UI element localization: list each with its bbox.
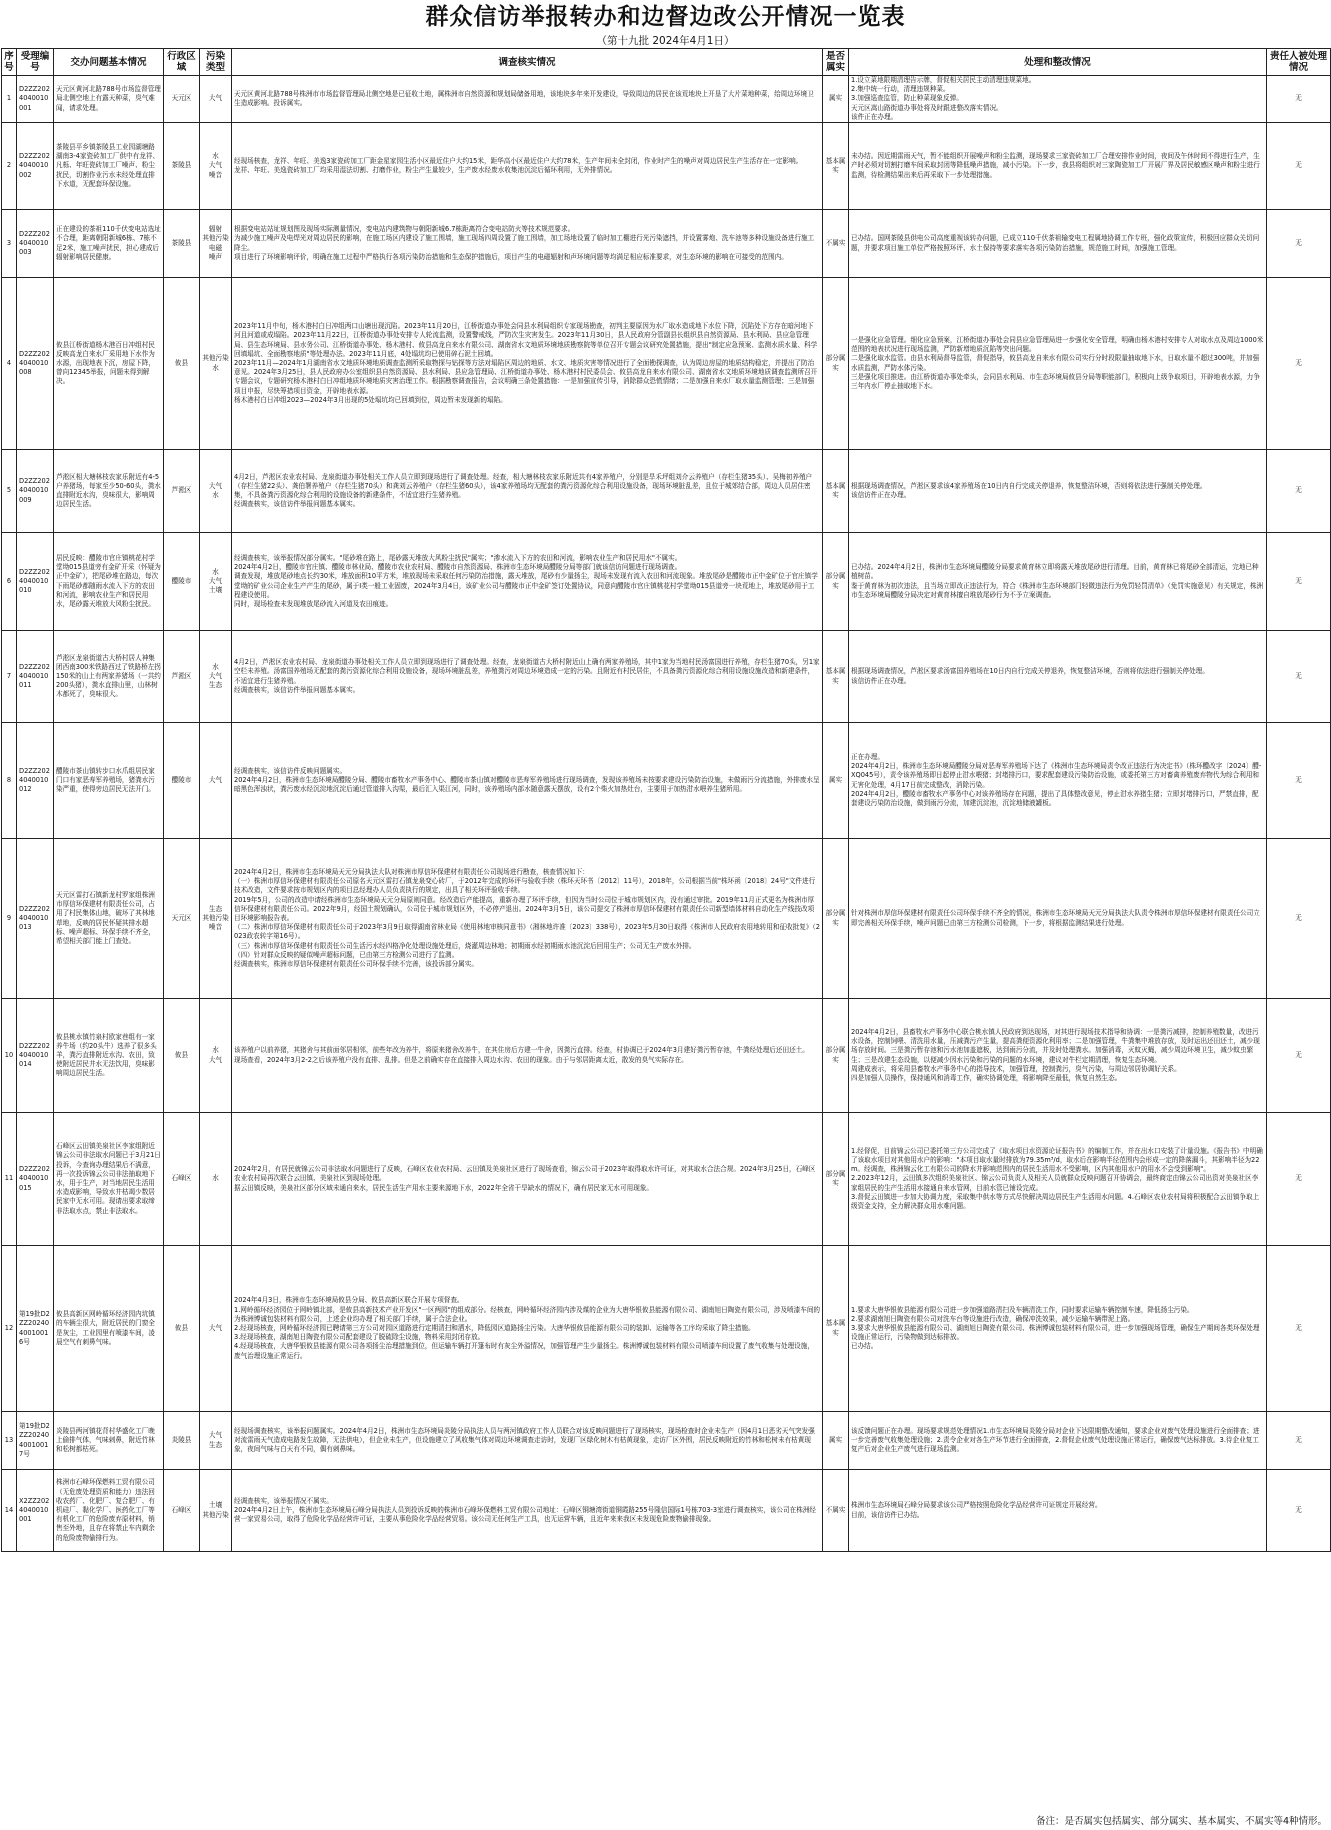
cell-handling: 1.设立菜地限期清理告示牌，督促相关居民主动清理违规菜地。 2.集中统一行动，清理违规种菜。 3.加强巡查监管，防止种菜现象反弹。 天元区嵩山路街道办事处将及时跟进整改落实情况。 该件正在办理。 (849, 76, 1267, 123)
cell-id: D2ZZ2024040010012 (17, 723, 54, 839)
table-row (2, 999, 1331, 1113)
table-row (2, 839, 1331, 999)
cell-problem: 攸县高新区网岭循环经济园内坑镇的车辆尘很大，附近居民的门窗全是灰尘，工业园里有喷漆车间，凌晨空气有刺鼻气味。 (54, 1246, 164, 1412)
cell-accountability: 无 (1267, 210, 1331, 278)
cell-investigation: 2024年4月3日，株洲市生态环境局攸县分局、攸县高新区联合开展专项督查。 1.网岭循环经济园位于网岭镇北部，是攸县高新技术产业开发区"一区两园"的组成部分。经核查，网岭循环经济园内涉及煤的企业为大唐华银攸县能源有限公司、湖南旭日陶瓷有限公司，涉及喷漆车间的为株洲博诚包装材料有限公司，上述企业均办理了相关部门手续，属于合法企业。 2.经现场核查，网岭循环经济园已聘请第三方公司对园区道路进行定期清扫和洒水，降低园区道路扬尘污染。大唐华银攸县能源有限公司的装卸、运输等各工序均采取了降尘措施。 3.经现场核查，湖南旭日陶瓷有限公司配套建设了脱硫除尘设施，物料采用封闭存放。 4.经现场核查，大唐华银攸县能源有限公司各项扬尘治理措施到位，但运输车辆打开篷布时有灰尘外溢情况，加强管理产生少量扬尘。株洲博诚包装材料有限公司喷漆车间设置了废气收集与处理设施，废气治理设施正常运行。 (232, 1246, 823, 1412)
cell-verified: 部分属实 (823, 1113, 849, 1246)
cell-investigation: 该养殖户以前养猪，其猪舍与其前面邻居相邻，前些年改为养牛，将原来猪舍改养牛，在其住房后方建一牛舍，因粪污直排。经查，村协调已于2024年3月建好粪污暂存池，牛粪经处理后还田还土。 现场查看，2024年3月2-2之后该养殖户没有直排、乱排。但是之前确实存在直接排入周边水沟、农田的现象。由于与邻居距离太近，散发的臭气实际存在。 (232, 999, 823, 1113)
cell-type: 水 大气 土壤 (200, 533, 232, 631)
cell-no: 6 (2, 533, 17, 631)
cell-region: 攸县 (164, 278, 200, 450)
cell-investigation: 经现场核查，龙祥、年旺、美逸3家瓷砖加工厂距金星家园生活小区最近住户大约15米，距华高小区最近住户大约78米，生产年间未全封闭，作业时产生的噪声对周边居民生产生活存在一定影响。 龙祥、年旺、美逸瓷砖加工厂均采用湿法切割、打磨作业，粉尘产生量较少，生产废水经废水收集池沉淀后循环利用，无外排情况。 (232, 123, 823, 210)
cell-type: 土壤 其他污染 (200, 1470, 232, 1552)
cell-no: 3 (2, 210, 17, 278)
document-title: 群众信访举报转办和边督边改公开情况一览表 (425, 4, 906, 30)
cell-accountability: 无 (1267, 839, 1331, 999)
cell-investigation: 天元区黄河北路788号株洲市市场监督管理局北侧空地是已征收土地，属株洲市自然资源和规划局储备用地，该地块多年来开发建设，导致周边的居民在该荒地块上开垦了大片菜地种菜，给周边环境卫生造成影响。投诉属实。 (232, 76, 823, 123)
cell-handling: 1.要求大唐华银攸县能源有限公司进一步加强道路清扫及车辆清洗工作，同时要求运输车辆控制车速，降低扬尘污染。 2.要求湖南旭日陶瓷有限公司对洗车台等设施进行改造，确保冲洗效果，减少运输车辆带泥上路。 3.要求大唐华银攸县能源有限公司、湖南旭日陶瓷有限公司、株洲博诚包装材料有限公司，进一步加强现场管理，确保生产期间各类环保处理设施正常运行，污染物做到达标排放。 已办结。 (849, 1246, 1267, 1412)
header-verified: 是否属实 (823, 49, 849, 76)
cell-accountability: 无 (1267, 1113, 1331, 1246)
report-table (1, 48, 1331, 1552)
cell-region: 芦淞区 (164, 450, 200, 533)
table-header-row (2, 49, 1331, 76)
cell-problem: 茶陵县平乡镇茶陵县工业园湖塘路湖南3-4家瓷砖加工厂供中有龙祥、凡栎、年旺瓷砖加工厂噪声、粉尘扰民，切割作业污水未经处理直排下水道，无配套环保设施。 (54, 123, 164, 210)
cell-accountability: 无 (1267, 1246, 1331, 1412)
cell-verified: 部分属实 (823, 533, 849, 631)
cell-handling: 已办结。国网茶陵县供电公司高度重视该转办问题，已成立110千伏茶祖输变电工程属地协调工作专班，强化政策宣传，积极回应群众关切问题，并要求项目施工单位严格按照环评、水土保持等要求落实各项污染防治措施，规范施工时间，加强施工管理。 (849, 210, 1267, 278)
cell-investigation: 根据变电站站址规划图及现场实际测量情况，变电站内建筑物与朝阳新城6.7栋距离符合变电站防火等技术规范要求。 为减少施工噪声及电焊光对周边居民的影响，在施工场区内建设了施工围墙，施工现场四周设置了施工围墙，加工场地设置了临时加工棚进行光污染遮挡，并设置雾炮、洗车池等多种设施设备进行施工降尘。 项目进行了环境影响评价，明确在施工过程中严格执行各项污染防治措施和生态保护措施后，项目产生的电磁辐射和声环境问题等均满足相应标准要求，对生态环境的影响在可接受的范围内。 (232, 210, 823, 278)
cell-problem: 天元区雷打石镇新龙村罗家组株洲市厚信环保建材有限责任公司，占用了村民集体山地，破坏了其林地草地，反映的居民怀疑其排水超标、噪声超标、环保手续不齐全，希望相关部门能上门查处。 (54, 839, 164, 999)
cell-verified: 基本属实 (823, 123, 849, 210)
header-type: 污染类型 (200, 49, 232, 76)
cell-verified: 不属实 (823, 210, 849, 278)
cell-handling: 正在办理。 2024年4月2日，株洲市生态环境局醴陵分局对恶寿军养殖场下达了《株洲市生态环境局责令改正违法行为决定书》（株环醴改字〔2024〕醴-XQ045号），责令该养殖场即日起停止泔水喂猪；封堵排污口，要求配套建设污染防治设施，或委托第三方对畜禽养殖废弃物代为综合利用和无害化处理，4月17日前完成整改，消除污染。 2024年4月2日，醴陵市畜牧水产事务中心对该养殖场存在问题，提出了具体整改意见，停止泔水养猪生猪；立即封堵排污口，严禁直排，配套建设污染防治设施，做到雨污分流，加建沉淀池，沉淀地储液罐板。 (849, 723, 1267, 839)
footnote: 备注：是否属实包括属实、部分属实、基本属实、不属实等4种情形。 (1035, 1816, 1327, 1827)
cell-investigation: 2023年11月中旬，杨木港村白日冲组两口山塘出现沉陷。2023年11月20日，江桥街道办事处会同县水利局组织专家现场勘查，初判主要原因为水厂取水造成地下水位下降，沉陷处下方存在暗河地下河且河道或成塌陷。2023年11月22日，江桥街道办事处安排专人轮流监测，设置警戒线，严防次生灾害发生。2023年11月30日，县人民政府分管副县长组织县自然资源局、县水利局、县应急管理局、县生态环境局、县水务公司、江桥街道办事处、杨木港村、攸县高龙自来水有限公司、湖南省水文地质环境地质勘察院等单位召开专题会议研究处置措施，提出"制定应急预案、监测水质水量、科学回填塌坑、全面勘察地质"等处理办法。2023年11月底，4处塌坑均已使用碎石泥土回填。 2023年11月—2024年1月湖南省水文地质环境地质调查监测所采取物探与钻探等方法对塌陷区周边的地质、水文、地质灾害等情况进行了全面勘探调查，认为周边房屋的地质结构稳定，并提出了防治意见。2024年3月25日，县人民政府办公室组织县自然资源局、县水利局、县应急管理局、江桥街道办事处、杨木港村村民委员会、攸县高龙自来水有限公司、湖南省水文地质环境地质调查监测所召开专题会议，专题研究杨木港村白日冲组地质环境地质灾害治理工作。根据勘察调查报告，会议明确三条处置措施：一是加强宣传引导，消除群众恐慌情绪；二是加强自来水厂取水量监测管理；三是加强项目申报，尽快筹措项目资金，开辟地表水源。 杨木港村白日冲组2023—2024年3月出现的5处塌坑均已回填到位，周边暂未发现新的塌陷。 (232, 278, 823, 450)
cell-verified: 基本属实 (823, 450, 849, 533)
cell-handling: 针对株洲市厚信环保建材有限责任公司环保手续不齐全的情况，株洲市生态环境局天元分局执法大队责令株洲市厚信环保建材有限责任公司立即完善相关环保手续，噪声问题已由第三方检测公司检测，下一步，将根据监测结果进行处理。 (849, 839, 1267, 999)
table-row (2, 1470, 1331, 1552)
cell-no: 2 (2, 123, 17, 210)
cell-investigation: 2024年4月2日，株洲市生态环境局天元分局执法大队对株洲市厚信环保建材有限责任公司现场进行勘查，核查情况如下： （一）株洲市厚信环保建材有限责任公司原名天元区雷打石镇龙泉变心砖厂，于2012年完成的环评与验收手续（株环天环书〔2012〕11号），2018年，公司根据当前"株环函〔2018〕24号"文件进行技术改造，文件要求按市规划区内的项目总经理办人员负责执行的规定，出具了相关环评验收手续。 2019年5月，公司的改造申请经株洲市生态环境局天元分局原则同意。经改造后产能提高，重新办理了环评手续，但因为当时公司位于城市规划区内，没有通过审批。2019年11月正式更名为株洲市厚信环保建材有限责任公司。2022年9月，经国土规划确认，公司位于城市规划区外，不必停产退出。2024年3月5日，该公司提交了株洲市厚信环保建材有限责任公司新型墙体材料自动化生产线技改项目环境影响报告表。 （二）株洲市厚信环保建材有限责任公司于2023年3月9日取得湖南省林业局《使用林地审核同意书》（湘林地许准〔2023〕338号），2023年5月30日取得《株洲市人民政府农用地转用和征收批复》（2023政农转字第16号）。 （三）株洲市厚信环保建材有限责任公司生活污水经四格净化处理设施处理后，烧灌周边林地；初期雨水经初期雨水池沉淀后回用生产；公司无生产废水外排。 （四）针对群众反映的疑似噪声超标问题，已由第三方检测公司进行了监测。 经调查核实，株洲市厚信环保建材有限责任公司环保手续不完善，该投诉部分属实。 (232, 839, 823, 999)
cell-handling: 株洲市生态环境局石峰分局要求该公司严格按照危险化学品经营许可证规定开展经营。 目前，该信访件已办结。 (849, 1470, 1267, 1552)
cell-region: 攸县 (164, 1246, 200, 1412)
cell-verified: 属实 (823, 1412, 849, 1470)
cell-id: D2ZZ2024040010010 (17, 533, 54, 631)
cell-investigation: 经调查核实，该举报情况部分属实。"尾砂堆在路上，尾砂露天堆放大风粉尘扰民"属实；"渗水流入下方的农田和河流，影响农业生产和居民用水"不属实。 2024年4月2日，醴陵市官庄镇、醴陵市林业局、醴陵市农业农村局、醴陵市自然资源局、株洲市生态环境局醴陵分局等部门就该信访问题进行现场调查。 调查发现，堆放尾砂地点长约30米，堆放面积10平方米，堆放现场未采取任何污染防治措施，露天堆放，尾砂有少量扬尘，现场未发现有流入农田和河流现象。堆放尾砂是醴陵市正中金矿位于官庄镇学堂坳的矿业公司企业生产产生的尾砂，属于I类一般工业固废，2024年3月4日，该矿业公司与醴陵市正中金矿签订处置协议，同意向醴陵市官庄镇桃花村学堂坳015县道旁一块荒地上，堆放尾砂用于工程建设使用。 同时，现场检查未发现堆放尾砂流入河道及农田痕迹。 (232, 533, 823, 631)
table-body (2, 76, 1331, 1552)
table-row (2, 450, 1331, 533)
cell-problem: 攸县江桥街道杨木港百日冲组村民反映高龙白来水厂采用地下水作为水源，出现地表下沉，房屋下降，曾向12345举报，问题未得到解决。 (54, 278, 164, 450)
cell-accountability: 无 (1267, 533, 1331, 631)
header-no: 序号 (2, 49, 17, 76)
cell-no: 1 (2, 76, 17, 123)
cell-id: D2ZZ2024040010015 (17, 1113, 54, 1246)
cell-investigation: 4月2日，芦淞区农业农村局、龙泉街道办事处相关工作人员立即到现场进行了调查处理。经查，相大塘林枝农家乐附近共有4家养殖户，分别是旱禾坪组刘介云养殖户（存栏生猪35头）、吴梅初养殖户（存栏生猪22头）、龚伯署养殖户（存栏生猪70头）和龚刘云养殖户（存栏生猪60头），该4家养殖场均无配套的粪污资源化综合利用设施设备，现场环境脏乱差，且位于城郊结合部，周边人员居住密集，不具备粪污资源化综合利用的设施设备的新建条件，不适宜进行生猪养殖。 经调查核实，该信访件举报问题基本属实。 (232, 450, 823, 533)
cell-investigation: 经现场调查核实，该举报问题属实。2024年4月2日，株洲市生态环境局炎陵分局执法人员与两河镇政府工作人员联合对该反映问题进行了现场核实，现场检查时企业未生产（因4月1日恶劣天气突发强对流雷雨天气造成电路发生故障，无法供电），但企业未生产，但设施建立了风收集气体对周边环境调查走访时，发现厂区绿化树木有枯黄现象，走访厂区外围，居民反映附近的竹林和松树未有枯黄现象，夜间气味与白天有不同，偶有刺鼻味。 (232, 1412, 823, 1470)
header-problem: 交办问题基本情况 (54, 49, 164, 76)
table-row (2, 1246, 1331, 1412)
cell-accountability: 无 (1267, 76, 1331, 123)
cell-type: 生态 其他污染 噪音 (200, 839, 232, 999)
cell-investigation: 4月2日，芦淞区农业农村局、龙泉街道办事处相关工作人员立即到现场进行了调查处理。经查，龙泉街道古大桥村附近山上确有两家养殖场，其中1家为当地村民汤富国进行养殖，存栏生猪70头，另1家空栏未养殖。汤富国养殖场无配套的粪污资源化综合利用设施设备，现场环境脏乱差，养殖粪污对周边环境造成一定的污染。且附近有村民居住，不具备粪污资源化综合利用设施设施改造和新建条件，不适宜进行生猪养殖。 经调查核实，该信访件举报问题基本属实。 (232, 631, 823, 723)
cell-no: 11 (2, 1113, 17, 1246)
cell-verified: 属实 (823, 723, 849, 839)
cell-accountability: 无 (1267, 1412, 1331, 1470)
cell-verified: 属实 (823, 76, 849, 123)
cell-id: 第19批D2ZZ2024040010016号 (17, 1246, 54, 1412)
cell-id: D2ZZ2024040010011 (17, 631, 54, 723)
cell-accountability: 无 (1267, 1470, 1331, 1552)
table-row (2, 210, 1331, 278)
cell-no: 4 (2, 278, 17, 450)
cell-problem: 株洲市石峰环保燃料工贸有限公司（无危废处理资质和能力）违法回收农药厂、化肥厂、复合肥厂、有机硅厂、黏化学厂、医药化工厂等有机化工厂的危险废弃原材料，销售至外地，且存在将禁止车内剩余的危险废物偷排行为。 (54, 1470, 164, 1552)
cell-id: D2ZZ2024040010014 (17, 999, 54, 1113)
cell-no: 12 (2, 1246, 17, 1412)
cell-id: 第19批D2ZZ2024040010017号 (17, 1412, 54, 1470)
cell-verified: 部分属实 (823, 999, 849, 1113)
cell-accountability: 无 (1267, 999, 1331, 1113)
cell-verified: 基本属实 (823, 631, 849, 723)
cell-region: 天元区 (164, 839, 200, 999)
cell-type: 大气 (200, 76, 232, 123)
cell-problem: 石峰区云田镇美泉社区李家组附近锦云公司非法取水问题已于3月21日投诉，今查询办理结果后不满意，再一次投诉锦云公司非法抽取地下水，用于生产，对当地居民生活用水造成影响，导致水井枯竭少数居民家中无水可用。现请出要求取缔非法取水点，禁止非法取水。 (54, 1113, 164, 1246)
cell-no: 9 (2, 839, 17, 999)
cell-type: 大气 生态 (200, 1412, 232, 1470)
document-subtitle: （第十九批 2024年4月1日） (596, 35, 735, 47)
cell-verified: 部分属实 (823, 839, 849, 999)
cell-id: D2ZZ2024040010002 (17, 123, 54, 210)
header-region: 行政区域 (164, 49, 200, 76)
cell-verified: 部分属实 (823, 278, 849, 450)
cell-no: 13 (2, 1412, 17, 1470)
cell-verified: 基本属实 (823, 1246, 849, 1412)
cell-region: 炎陵县 (164, 1412, 200, 1470)
cell-problem: 炎陵县两河镇花背村华盛化工厂晚上偷排气体，气味刺鼻，附近竹林和松树都枯死。 (54, 1412, 164, 1470)
cell-id: D2ZZ2024040010008 (17, 278, 54, 450)
table-row (2, 723, 1331, 839)
cell-type: 水 大气 生态 (200, 631, 232, 723)
cell-accountability: 无 (1267, 450, 1331, 533)
cell-region: 茶陵县 (164, 210, 200, 278)
header-accountability: 责任人被处理情况 (1267, 49, 1331, 76)
cell-accountability: 无 (1267, 123, 1331, 210)
cell-accountability: 无 (1267, 723, 1331, 839)
cell-no: 8 (2, 723, 17, 839)
table-row (2, 76, 1331, 123)
cell-problem: 天元区黄河北路788号市场监督管理局北侧空地上有露天种菜，臭气难闻，请求处理。 (54, 76, 164, 123)
table-row (2, 123, 1331, 210)
cell-region: 醴陵市 (164, 723, 200, 839)
cell-region: 醴陵市 (164, 533, 200, 631)
cell-type: 大气 (200, 1246, 232, 1412)
header-investigation: 调查核实情况 (232, 49, 823, 76)
cell-problem: 居民反映：醴陵市官庄镇桃花村学堂坳015县道旁有金矿开采（怀疑为正中金矿），把尾砂堆在路边，每次下雨尾砂都随雨水流入下方的农田和河流，影响农业生产和居民用水，尾砂露天堆放大风粉尘扰民。 (54, 533, 164, 631)
cell-type: 大气 (200, 723, 232, 839)
cell-region: 茶陵县 (164, 123, 200, 210)
cell-id: D2ZZ2024040010013 (17, 839, 54, 999)
cell-accountability: 无 (1267, 278, 1331, 450)
table-row (2, 278, 1331, 450)
cell-id: X2ZZ2024040010001 (17, 1470, 54, 1552)
cell-no: 10 (2, 999, 17, 1113)
cell-problem: 正在建设的茶祖110千伏变电站选址不合理，距离朝阳新城6栋、7栋不足2米，施工噪声扰民，担心建成后辐射影响居民健康。 (54, 210, 164, 278)
cell-region: 攸县 (164, 999, 200, 1113)
cell-region: 石峰区 (164, 1113, 200, 1246)
cell-problem: 芦淞区相大塘林枝农家乐附近有4-5户养猪场，每家至少50-60头，粪水直排附近水沟，臭味很大，影响周边居民生活。 (54, 450, 164, 533)
cell-type: 水 (200, 1113, 232, 1246)
cell-id: D2ZZ2024040010003 (17, 210, 54, 278)
cell-problem: 芦淞区龙泉街道古大桥村居人神集团西南300米铁路西过了铁路桥左拐150米的山上有两家养猪场（一共约200头猪），粪水直排山里，山林树木都死了，臭味很大。 (54, 631, 164, 723)
cell-accountability: 无 (1267, 631, 1331, 723)
cell-type: 水 大气 噪音 (200, 123, 232, 210)
cell-type: 其他污染 水 (200, 278, 232, 450)
cell-handling: 1.经督促，目前锦云公司已委托第三方公司完成了《取水项目水资源论证报告书》的编制工作，并在出水口安装了计量设施。《报告书》中明确了该取水项目对其他用水户的影响："本项目取水量时排放为79.35m³/d，取水后在影响半径范围内会形成一定的降落漏斗，其影响半径为22m。经调查，株洲锦云化工有限公司的降水井影响范围内的居民生活用水不受影响，区内其他用水户的用水不会受到影响"。 2.2023年12月，云田镇多次组织美泉社区、锦云公司负责人及相关人员就群众反映问题召开协调会，最终商定由锦云公司出资对美泉社区李家组居民的生产生活用水接通自来水管网，目前水管已铺设完成。 3.督促云田镇进一步加大协调力度，采取集中供水等方式尽快解决周边居民生产生活用水问题。4.石峰区农业农村局将积极配合云田镇争取上级资金支持，全力解决群众用水难问题。 (849, 1113, 1267, 1246)
cell-handling: 根据现场调查情况，芦淞区要求该4家养殖场在10日内自行完成关停退养，恢复整洁环境，否则将依法进行强制关停处理。 该信访件正在办理。 (849, 450, 1267, 533)
cell-id: D2ZZ2024040010001 (17, 76, 54, 123)
cell-type: 水 大气 (200, 999, 232, 1113)
cell-no: 14 (2, 1470, 17, 1552)
cell-problem: 醴陵市茶山镇转步口水爪组居民家门口有家恶寿军养殖场，猪粪水污染严重，使得旁边居民无法开门。 (54, 723, 164, 839)
table-row (2, 631, 1331, 723)
table-row (2, 533, 1331, 631)
cell-region: 天元区 (164, 76, 200, 123)
cell-handling: 根据现场调查情况，芦淞区要求汤富国养殖场在10日内自行完成关停退养，恢复整洁环境，否则将依法进行强制关停处理。 该信访件正在办理。 (849, 631, 1267, 723)
table-row (2, 1113, 1331, 1246)
cell-no: 5 (2, 450, 17, 533)
cell-investigation: 2024年2月，有居民就锦云公司非法取水问题进行了反映，石峰区农业农村局、云田镇及美泉社区进行了现场查看，锦云公司于2023年取得取水许可证，对其取水合法合规。2024年3月25日，石峰区农业农村局再次联合云田镇、美泉社区到现场处理。 据云田镇反映，美泉社区部分区域未通自来水，居民生活生产用水主要来源地下水，2022年全省干旱缺水的情况下，确有居民家无水可用现象。 (232, 1113, 823, 1246)
cell-region: 石峰区 (164, 1470, 200, 1552)
table-row (2, 1412, 1331, 1470)
cell-handling: 该反馈问题正在办理。现场要求规范处理情况1.市生态环境局炎陵分局对企业下达限期整改通知，要求企业对废气处理设施进行全面排查；进一步完善废气收集处理设施；2.责令企业对各生产环节进行全面排查，2.督促企业废气处理设施正常运行，确保废气达标排放。3.待企业复工复产后对企业生产废气进行现场监测。 (849, 1412, 1267, 1470)
cell-no: 7 (2, 631, 17, 723)
header-id: 受理编号 (17, 49, 54, 76)
cell-handling: 2024年4月2日，县畜牧水产事务中心联合桃水镇人民政府到达现场，对其进行现场技术指导和协调：一是粪污减排，控制养殖数量，改进污水设备，控制饲喂、清洗用水量，压减粪污产生量，提高粪便资源化利用率；二是加强管理，牛粪集中堆放存放，及时运出还田还土，减少现场存放时间。三是粪污暂存池和污水池加盖遮板，达到雨污分流，并及时处理粪水。加强消毒，灭蚊灭蝇，减少周边环境卫生，减少蚊虫繁生；三是改建生态设施，以便减少因水污染和污染的问题的水环境，建议对牛栏定期清理，恢复生态环境。 周建成表示，将采用县畜牧水产事务中心的指导技术，加强管理，控制粪污，臭气污染，与周边邻居协调好关系。 四是加强人员操作，保持通风和消毒工作，确实协调处理，将影响降至最低，恢复自然生态。 (849, 999, 1267, 1113)
cell-handling: 未办结。因近期雷雨天气，暂不能组织开展噪声和粉尘监测，现场要求三家瓷砖加工厂合理安排作业时间，夜间及午休时间不得进行生产，生产时必须对切割打磨车间采取封闭等降低噪声措施，减小污染。下一步，我县将组织对三家陶瓷加工厂开展厂界及居民敏感区噪声和粉尘进行监测，待检测结果出来后再采取下一步处理措施。 (849, 123, 1267, 210)
cell-region: 芦淞区 (164, 631, 200, 723)
cell-investigation: 经调查核实，该信访件反映问题属实。 2024年4月2日，株洲市生态环境局醴陵分局、醴陵市畜牧水产事务中心、醴陵市茶山镇对醴陵市恶寿军养殖场进行现场调查，发现该养殖场未按要求建设污染防治设施，未做雨污分流措施，外排废水呈暗黑色浑浊状，粪污废水经沉淀地沉淀后通过管道排入沟渠，最后汇入渠江河，同时，该养殖场内部水随意露天摆放，设有2个柴火加热灶台，主要用于加热泔水喂养生猪所用。 (232, 723, 823, 839)
cell-handling: 已办结。2024年4月2日，株洲市生态环境局醴陵分局要求黄育林立即将露天堆放尾砂进行清理。目前，黄育林已将尾砂全部清运，完地已种植树苗。 鉴于黄育林为初次违法，且当场立即改正违法行为，符合《株洲市生态环境部门轻微违法行为免罚轻罚清单》（免罚实施意见）有关规定，株洲市生态环境局醴陵分局决定对黄育林擅自堆放尾砂行为不予立案调查。 (849, 533, 1267, 631)
header-handling: 处理和整改情况 (849, 49, 1267, 76)
cell-problem: 攸县桃水镇竹泉村欧家巷组有一家养牛场（约20头牛）选养了很多头羊，粪污直排附近水沟、农田，致使附近居民井水无法饮用，臭味影响周边居民生活。 (54, 999, 164, 1113)
cell-verified: 不属实 (823, 1470, 849, 1552)
cell-id: D2ZZ2024040010009 (17, 450, 54, 533)
cell-handling: 一是强化应急管理。细化应急预案，江桥街道办事处会同县应急管理局进一步强化安全管理，明确由杨木港村安排专人对取水点及周边1000米范围的地表状况进行现场监测，严防新增地质沉陷等突出问题。 二是强化取水监管。由县水利局督导监管，督促指导，攸县高龙自来水有限公司实行分时段限量抽取地下水，日取水量不超过300吨，并加强水质监测，严防水体污染。 三是强化项目推进。由江桥街道办事处牵头，会同县水利局、市生态环境局攸县分局等职能部门，积极向上级争取项目，开辟地表水源，力争三年内水厂停止抽取地下水。 (849, 278, 1267, 450)
cell-type: 辐射 其他污染 电磁 噪声 (200, 210, 232, 278)
cell-type: 大气 水 (200, 450, 232, 533)
cell-investigation: 经调查核实，该举报情况不属实。 2024年4月2日上午，株洲市生态环境局石峰分局执法人员到投诉反映的株洲市石峰环保燃料工贸有限公司地址：石峰区铜塘湾街道铜霞路255号隆信国际1号栋703-3室进行调查核实，该公司在株洲经营一家贸易公司，取得了危险化学品经营许可证，主要从事危险化学品经营贸易。该公司无任何生产工具，也无运营车辆，且近年来来我区未发现危险废物偷排现象。 (232, 1470, 823, 1552)
